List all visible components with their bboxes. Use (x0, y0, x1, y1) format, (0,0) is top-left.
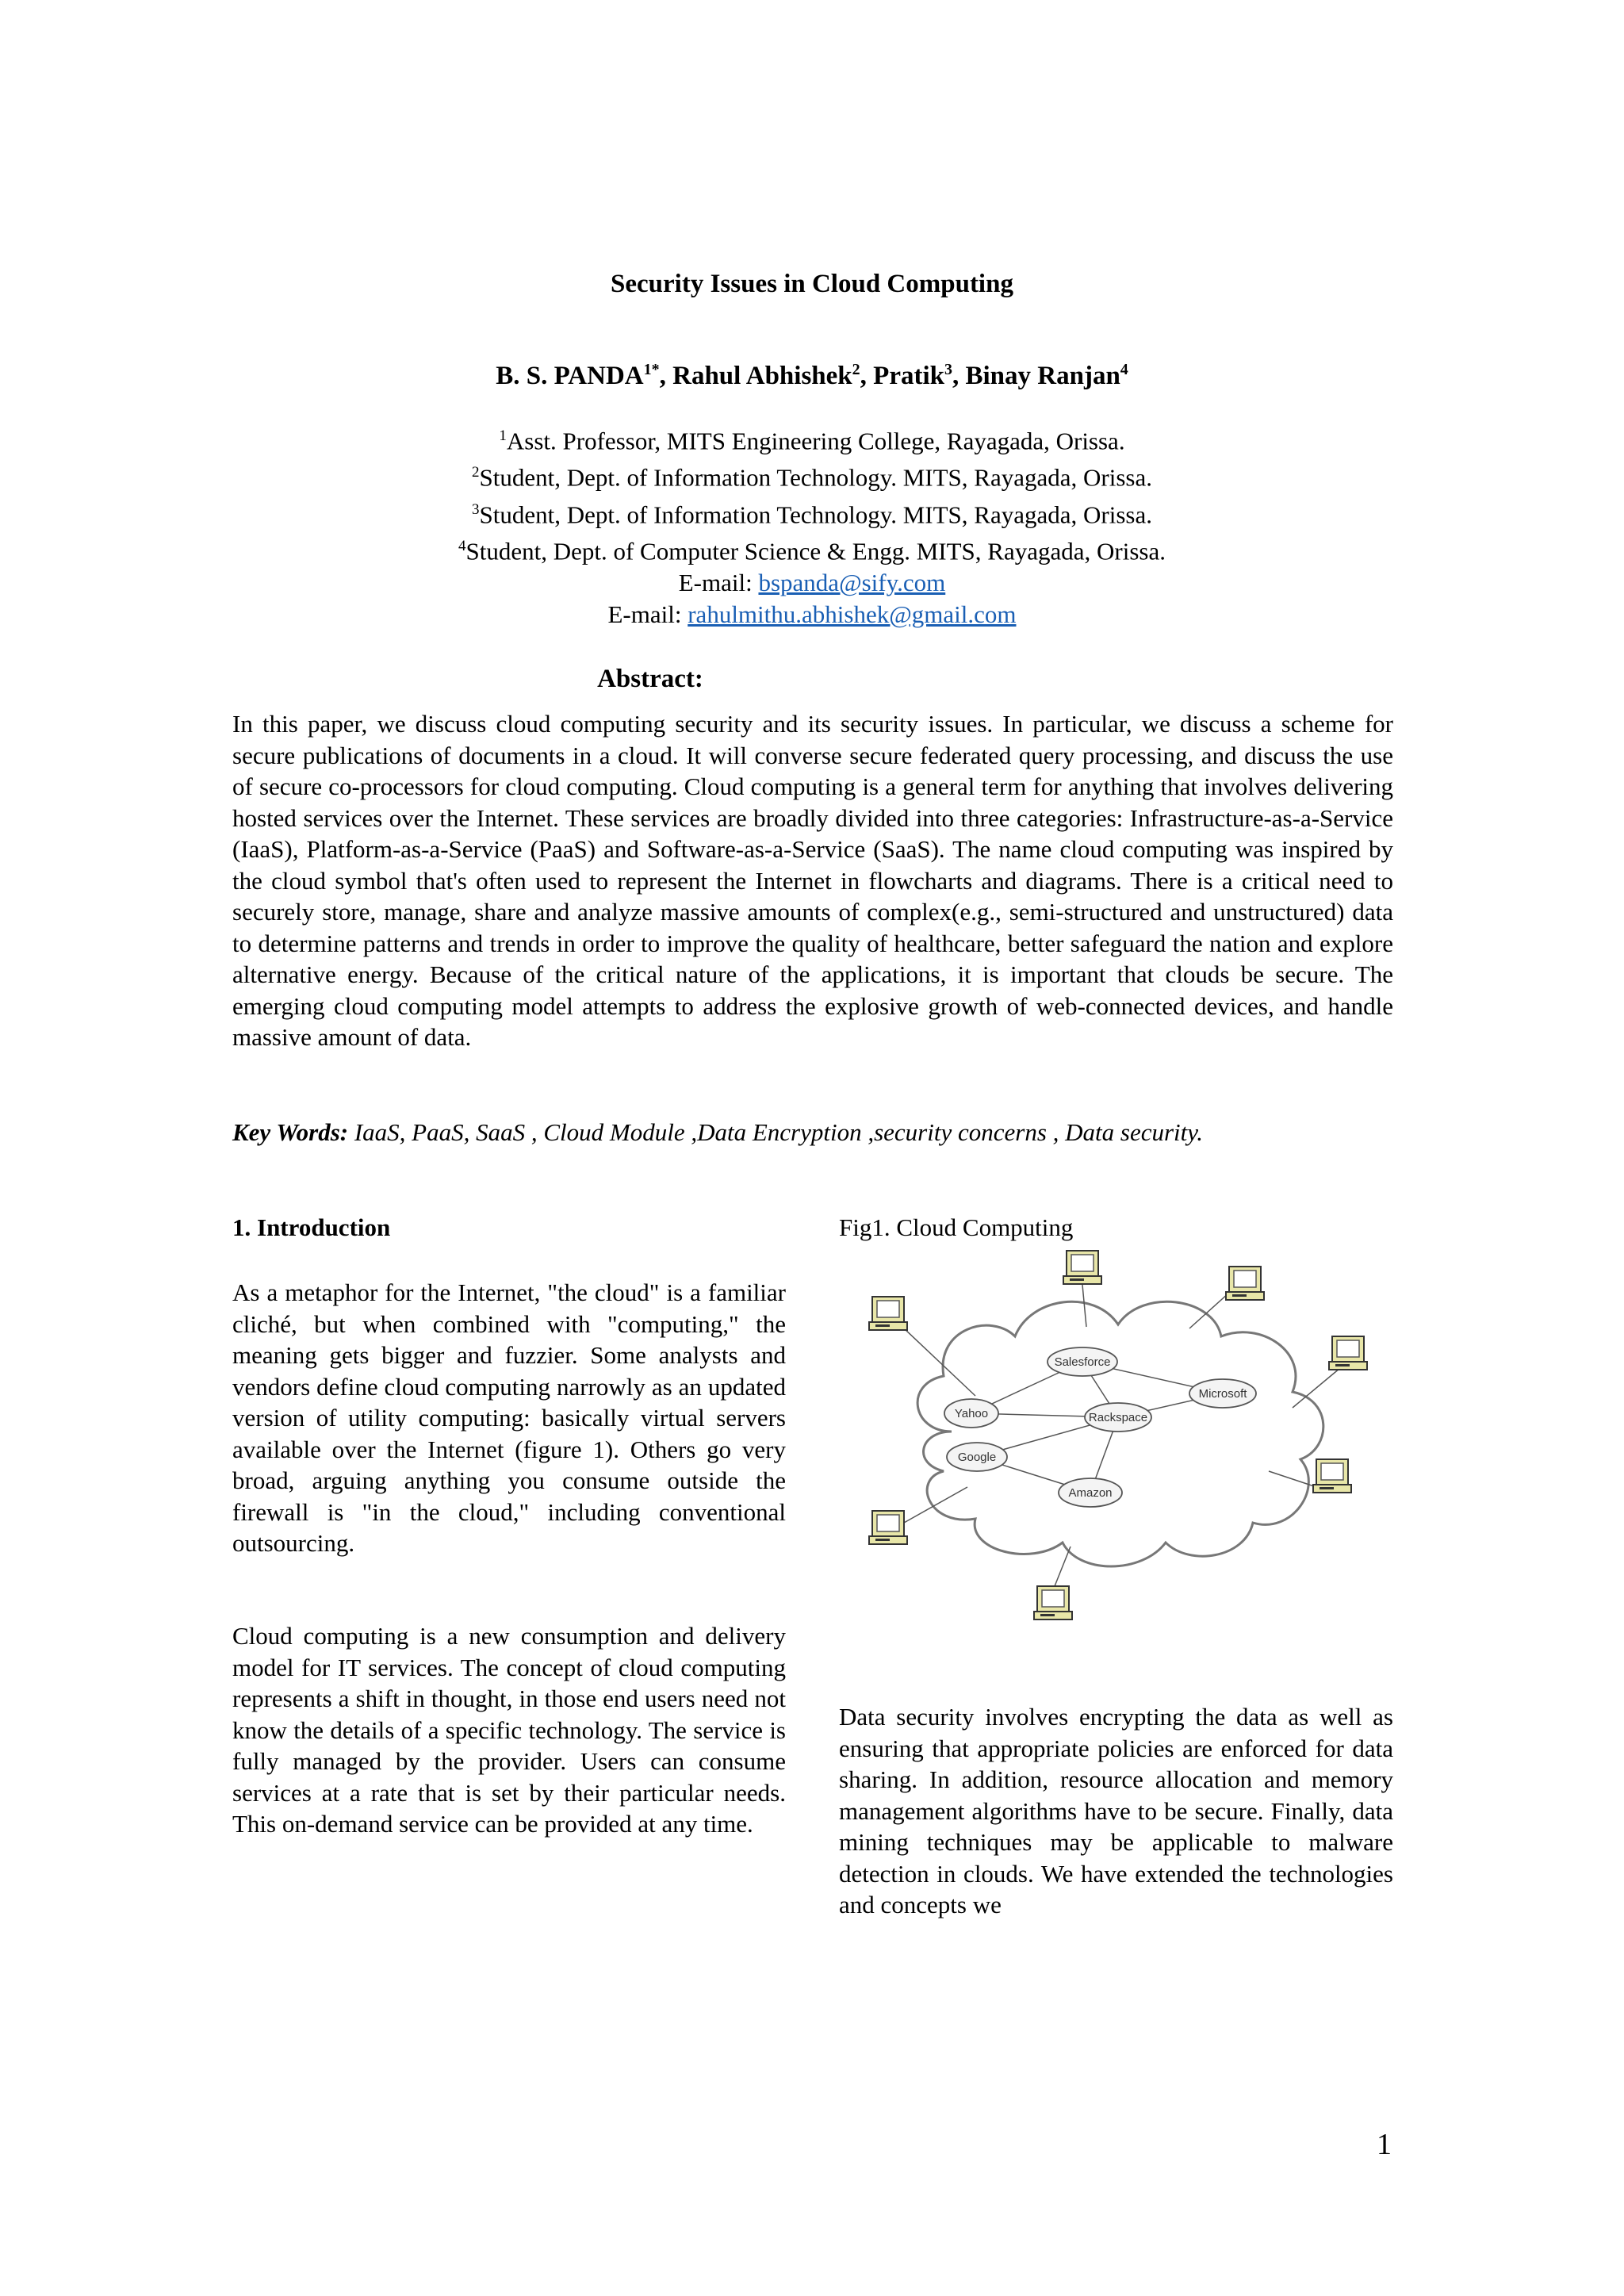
affiliation-text: Asst. Professor, MITS Engineering College, Rayagada, Orissa. (506, 427, 1125, 455)
author-mark: 2 (852, 361, 860, 378)
cloud-computing-figure (856, 1249, 1411, 1646)
computer-icon (1034, 1586, 1072, 1619)
paper-title: Security Issues in Cloud Computing (611, 270, 1013, 298)
keywords-text: IaaS, PaaS, SaaS , Cloud Module ,Data Encryption ,security concerns , Data security. (348, 1118, 1204, 1146)
email-line (0, 599, 1624, 631)
email-label: E-mail: (607, 600, 688, 629)
right-column-paragraph: Data security involves encrypting the data as well as ensuring that appropriate policies are enforced for data sharing. In addition, resource allocation and memory management algorithms have to be secure. Finally, data mining techniques may be applicable to malware detection in clouds. We have extended the technologies and concepts we (839, 1703, 1393, 1918)
author-name: Pratik (873, 362, 944, 390)
computer-icon (1313, 1459, 1351, 1493)
node-label: Yahoo (954, 1407, 989, 1420)
node-label: Google (957, 1451, 997, 1464)
author-mark: 4 (1120, 361, 1128, 378)
author-name: Rahul Abhishek (672, 362, 852, 390)
author-mark: 1* (643, 361, 660, 378)
email-link[interactable]: rahulmithu.abhishek@gmail.com (688, 600, 1017, 629)
intro-paragraph-2: Cloud computing is a new consumption and delivery model for IT services. The concept of cloud computing represents a shift in thought, in those end users need not know the details of a specific technology. The service is fully managed by the provider. Users can consume services at a rate that is set by their particular needs. This on-demand service can be provided at any time. (232, 1622, 786, 1838)
author-name: B. S. PANDA (496, 362, 644, 390)
computer-icon (869, 1297, 907, 1330)
keywords-label: Key Words: (232, 1118, 349, 1146)
affiliation-line (0, 457, 1624, 493)
affiliation-text: Student, Dept. of Computer Science & Engg. MITS, Rayagada, Orissa. (465, 537, 1166, 565)
affiliations (0, 420, 1624, 631)
affiliation-text: Student, Dept. of Information Technology. MITS, Rayagada, Orissa. (479, 500, 1152, 528)
figure-caption: Fig1. Cloud Computing (839, 1213, 1074, 1241)
author-name: Binay Ranjan (965, 362, 1120, 390)
intro-paragraph-1: As a metaphor for the Internet, "the cloud" is a familiar cliché, but when combined with "computing," the meaning gets bigger and fuzzier. Some analysts and vendors define cloud computing narrowly as an updated version of utility computing: basically virtual servers available over the Internet (figure 1). Others go very broad, arguing anything you consume outside the firewall is "in the cloud," including conventional outsourcing. (232, 1278, 786, 1557)
section-heading: 1. Introduction (232, 1213, 391, 1241)
computer-icon (869, 1511, 907, 1544)
affiliation-line (0, 494, 1624, 531)
affiliation-mark: 1 (499, 427, 507, 444)
node-label: Amazon (1068, 1486, 1113, 1500)
author-list: B. S. $PANDA^{1*}$, Rahul Abhishek$^2$, Pratik$^3$, Binay Ranjan$^4$ (496, 361, 1128, 390)
affiliation-line (0, 420, 1624, 457)
email-line (0, 567, 1624, 599)
affiliation-line (0, 531, 1624, 567)
abstract-body: In this paper, we discuss cloud computing security and its security issues. In particular, we discuss a scheme for secure publications of documents in a cloud. It will converse secure federated query processing, and discuss the use of secure co-processors for cloud computing. Cloud computing is a general term for anything that involves delivering hosted services over the Internet. These services are broadly divided into three categories: Infrastructure-as-a-Service (IaaS), Platform-as-a-Service (PaaS) and Software-as-a-Service (SaaS). The name cloud computing was inspired by the cloud symbol that's often used to represent the Internet in flowcharts and diagrams. There is a critical need to securely store, manage, share and analyze massive amounts of complex(e.g., semi-structured and unstructured) data to determine patterns and trends in order to improve the quality of healthcare, better safeguard the nation and explore alternative energy. Because of the critical nature of the applications, it is important that clouds be secure. The emerging cloud computing model attempts to address the explosive growth of web-connected devices, and handle massive amount of data. (232, 710, 1393, 1051)
author-mark: 3 (944, 361, 952, 378)
node-label: Salesforce (1054, 1355, 1111, 1369)
computer-icon (1063, 1251, 1101, 1284)
affiliation-text: Student, Dept. of Information Technology. MITS, Rayagada, Orissa. (479, 463, 1152, 492)
affiliation-mark: 4 (458, 537, 466, 554)
cloud-shape (917, 1301, 1323, 1566)
computer-icon (1226, 1267, 1264, 1300)
node-label: Rackspace (1088, 1411, 1148, 1424)
affiliation-mark: 2 (472, 464, 480, 481)
email-label: E-mail: (678, 569, 759, 597)
email-link[interactable]: bspanda@sify.com (758, 569, 946, 597)
node-label: Microsoft (1198, 1387, 1247, 1401)
affiliation-mark: 3 (472, 500, 480, 518)
keywords (232, 1118, 1393, 1147)
page-number: 1 (1377, 2128, 1392, 2161)
computer-icon (1329, 1336, 1367, 1370)
abstract-heading: Abstract: (597, 665, 703, 693)
